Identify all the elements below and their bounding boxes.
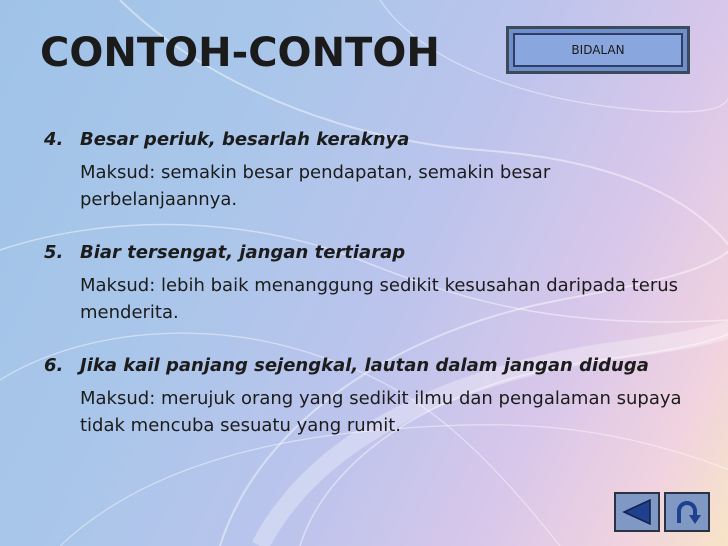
return-arrow-icon — [670, 497, 704, 527]
proverb-list — [44, 126, 704, 465]
back-button[interactable] — [614, 492, 660, 532]
back-arrow-icon — [620, 497, 654, 527]
item-number: 5. — [44, 242, 64, 263]
item-number: 4. — [44, 129, 64, 150]
proverb-heading: Besar periuk, besarlah keraknya — [80, 129, 410, 150]
bidalan-button[interactable] — [506, 26, 690, 74]
proverb-meaning: Maksud: merujuk orang yang sedikit ilmu dan pengalaman supaya tidak mencuba sesuatu yang rumit. — [80, 388, 682, 436]
slide-title: CONTOH-CONTOH — [40, 30, 440, 76]
proverb-heading: Jika kail panjang sejengkal, lautan dalam jangan diduga — [80, 355, 649, 376]
item-number: 6. — [44, 355, 64, 376]
proverb-meaning: Maksud: semakin besar pendapatan, semakin besar perbelanjaannya. — [80, 162, 551, 210]
list-item — [44, 239, 704, 326]
proverb-heading: Biar tersengat, jangan tertiarap — [80, 242, 406, 263]
list-item — [44, 352, 704, 439]
bidalan-label: BIDALAN — [513, 33, 683, 67]
proverb-meaning: Maksud: lebih baik menanggung sedikit kesusahan daripada terus menderita. — [80, 275, 678, 323]
return-button[interactable] — [664, 492, 710, 532]
list-item — [44, 126, 704, 213]
